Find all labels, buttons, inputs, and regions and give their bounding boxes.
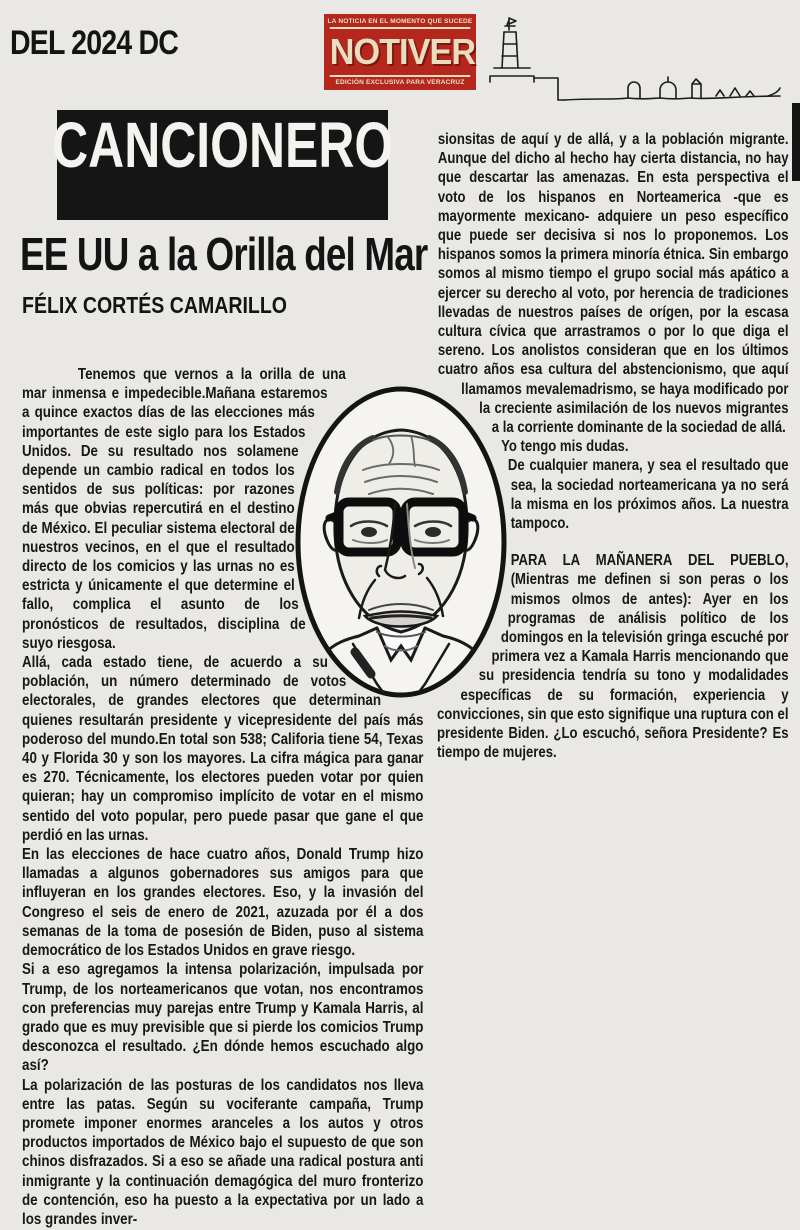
page-edge-mark (792, 103, 800, 181)
paragraph: sionsitas de aquí y de allá, y a la población migrante. Aunque del dicho al hecho hay cierta distancia, no hay que descartar las amenazas. En esta perspectiva el voto de los hispanos en Norteamerica -que es mayormente mexicano- adquiere un peso específico que puede ser decisiva si nos lo proponemos. Los hispanos somos la primera minoría étnica. Sin embargo somos al mismo tiempo el grupo social más apático a ejercer su derecho al voto, por herencia de tradiciones llevadas de nuestros países de orígen, por la escasa cultura cívica que arrastramos o por lo que diga el sereno. Los anolistos consideran que en los últimos cuatro años esa cultura del abstencionismo, que aquí llamamos mevalemadrismo, se haya modificado por la creciente asimilación de los nuevos migrantes a la corriente dominante de la sociedad de allá. (437, 131, 789, 437)
section-banner (51, 109, 394, 220)
article-author: FÉLIX CORTÉS CAMARILLO (22, 292, 288, 318)
paragraph: La polarización de las posturas de los candidatos nos lleva entre las patas. Según su vociferante campaña, Trump promete imponer enormes aranceles a los autos y otros productos importados de México bajo el supuesto de que son chinos disfrazados. Si a eso se añade una radical postura anti inmigrante y la continuación demagógica del muro fronterizo de contención, eso ha puesto a la expectativa por un lado a los grandes inver- (22, 1076, 424, 1228)
article-left-column (22, 365, 423, 1229)
logo-name: NOTIVER (330, 27, 471, 77)
article-right-column (437, 130, 789, 763)
article-headline: EE UU a la Orilla del Mar (20, 228, 428, 280)
paragraph: En las elecciones de hace cuatro años, Donald Trump hizo llamadas a algunos gobernadores sus amigos para que influyeran en los grandes electores. Eso, y la invasión del Congreso el seis de enero de 2021, azuzada por él a dos semanas de la toma de posesión de Biden, puso al sistema democrático de los Estados Unidos en grave riesgo. (22, 846, 424, 960)
harbor-line-sketch-icon (478, 16, 793, 112)
logo-tagline-top: LA NOTICIA EN EL MOMENTO QUE SUCEDE (327, 18, 473, 25)
notiver-logo (324, 14, 476, 90)
paragraph: Yo tengo mis dudas. (501, 438, 629, 456)
section-banner-label: CANCIONERO (51, 109, 394, 181)
paragraph: Allá, cada estado tiene, de acuerdo a su población, un número determinado de votos electorales, de grandes electores que determinan quienes resultarán presidente y vicepresidente del país más poderoso del mundo.En total son 538; Califoria tiene 54, Texas 40 y Florida 30 y son los mayores. La cifra mágica para ganar es 270. Técnicamente, los electores pueden votar por quien quieran; hay un compromiso implícito de votar en el mismo sentido del voto popular, pero puede pasar que gane el que perdió en las urnas. (22, 654, 424, 844)
paragraph: De cualquier manera, y sea el resultado que sea, la sociedad norteamericana ya no será la misma en los próximos años. La nuestra tampoco. (507, 457, 789, 533)
logo-tagline-bottom: EDICIÓN EXCLUSIVA PARA VERACRUZ (335, 79, 465, 86)
edition-label: DEL 2024 DC (10, 24, 179, 62)
paragraph: Tenemos que vernos a la orilla de una mar inmensa e impedecible.Mañana estaremos a quince exactos días de las elecciones más importantes de este siglo para los Estados Unidos. De su resultado nos solamene depende un cambio radical en todos los sentidos de sus políticas: por razones más que obvias repercutirá en el destino de México. El peculiar sistema electoral de nuestros vecinos, en el que el resultado directo de los comicios y las urnas no es estricta y únicamente el que determine el fallo, complica el asunto de los pronósticos de resultados, disciplina de suyo riesgosa. (22, 366, 346, 652)
paragraph: PARA LA MAÑANERA DEL PUEBLO, (Mientras me definen si son peras o los mismos olmos de antes): Ayer en los programas de análisis político de los domingos en la televisión gringa escuché por primera vez a Kamala Harris mencionando que su presidencia tendría su tono y modalidades específicas de su formación, experiencia y convicciones, sin que esto signifique una ruptura con el presidente Biden. ¿Lo escuchó, señora Presidente? Es tiempo de mujeres. (437, 552, 789, 762)
paragraph: Si a eso agregamos la intensa polarización, impulsada por Trump, de los norteamericanos que votan, nos encontramos con preferencias muy parejas entre Trump y Kamala Harris, al grado que es muy previsible que si pierde los comicios Trump desconozca el resultado. ¿En dónde hemos escuchado algo así? (22, 961, 424, 1075)
